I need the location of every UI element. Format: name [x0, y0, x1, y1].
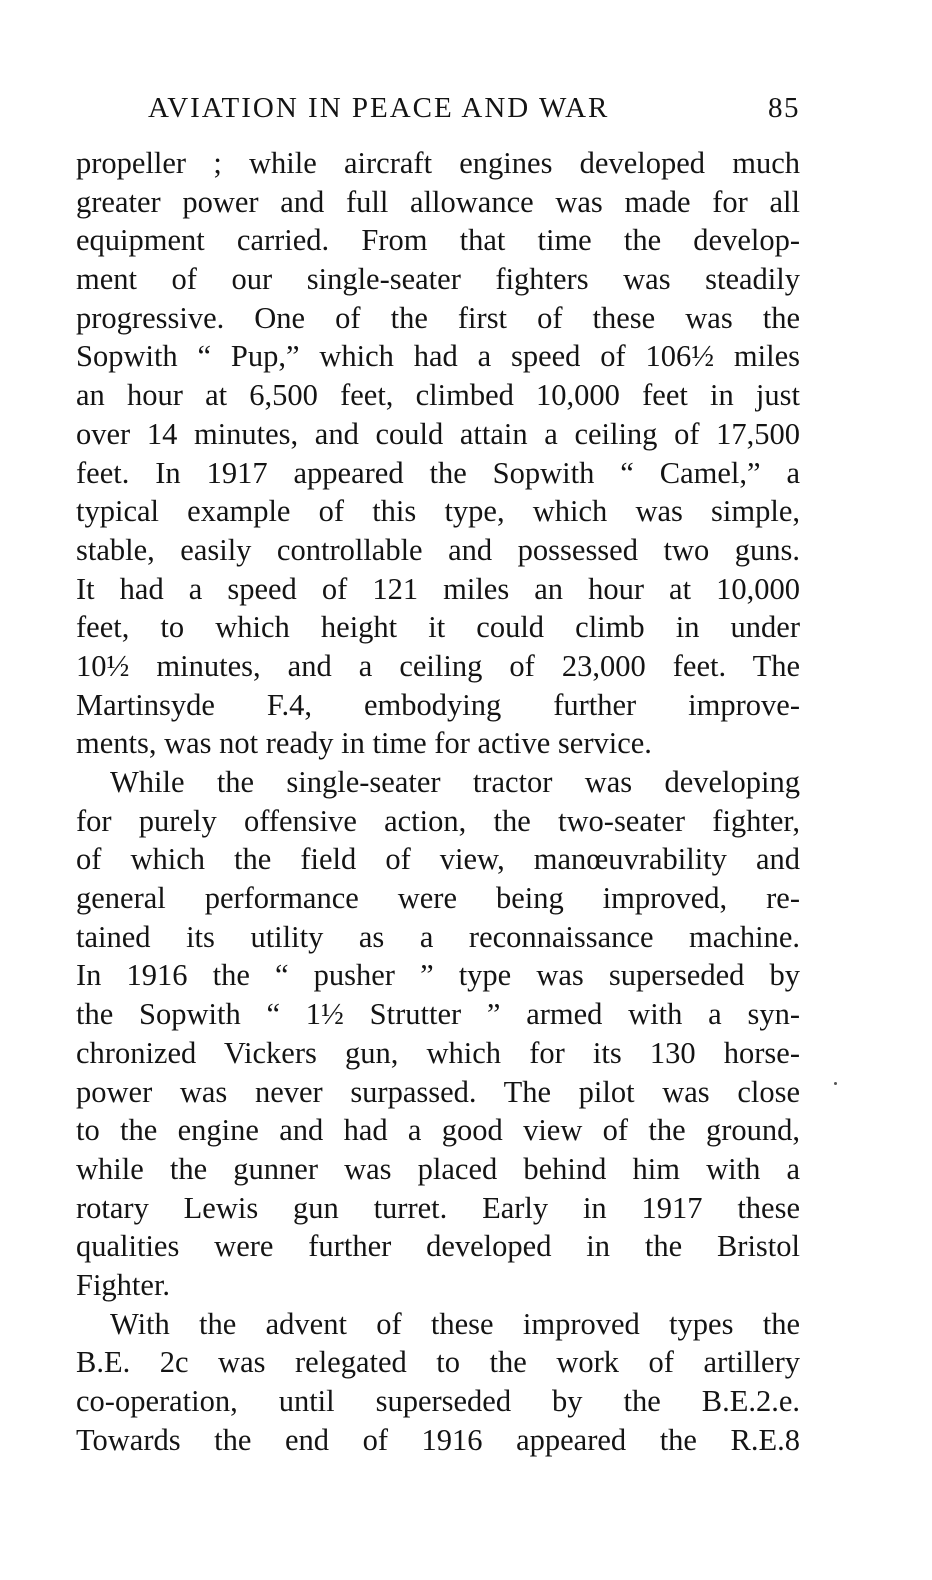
text-line: general performance were being improved, re-: [76, 881, 800, 916]
text-line: an hour at 6,500 feet, climbed 10,000 feet in just: [76, 378, 800, 413]
paragraph-1: [76, 144, 800, 763]
text-line: stable, easily controllable and possessed two guns.: [76, 532, 800, 567]
text-line: In 1916 the “ pusher ” type was superseded by: [76, 958, 800, 993]
text-line: greater power and full allowance was made for all: [76, 184, 800, 219]
text-line: Fighter.: [76, 1267, 171, 1302]
text-line: co-operation, until superseded by the B.E.2.e.: [76, 1384, 800, 1418]
text-line: typical example of this type, which was simple,: [76, 494, 800, 529]
text-line: Sopwith “ Pup,” which had a speed of 106½ miles: [76, 339, 800, 374]
running-head: [148, 88, 800, 128]
text-line: B.E. 2c was relegated to the work of artillery: [76, 1345, 800, 1380]
text-line: for purely offensive action, the two-seater fighter,: [76, 803, 800, 838]
text-line: over 14 minutes, and could attain a ceiling of 17,500: [76, 416, 800, 451]
text-line: While the single-seater tractor was developing: [110, 765, 800, 799]
text-line: progressive. One of the first of these was the: [76, 300, 800, 335]
text-line: of which the field of view, manœuvrability and: [76, 842, 800, 877]
text-line: tained its utility as a reconnaissance machine.: [76, 919, 800, 954]
running-head-title: AVIATION IN PEACE AND WAR: [148, 91, 610, 124]
text-line: qualities were further developed in the Bristol: [76, 1229, 800, 1264]
paragraph-3: [76, 1305, 800, 1460]
text-line: 10½ minutes, and a ceiling of 23,000 feet. The: [76, 648, 800, 683]
text-line: ment of our single-seater fighters was steadily: [76, 262, 800, 297]
text-line: equipment carried. From that time the develop-: [76, 223, 800, 258]
text-line: chronized Vickers gun, which for its 130 horse-: [76, 1035, 800, 1070]
page-number: 85: [768, 91, 800, 124]
text-line: feet, to which height it could climb in under: [76, 610, 800, 645]
text-line: ments, was not ready in time for active service.: [76, 726, 652, 761]
text-line: Towards the end of 1916 appeared the R.E.8: [76, 1422, 800, 1457]
text-line: to the engine and had a good view of the ground,: [76, 1113, 800, 1148]
text-line: With the advent of these improved types the: [110, 1306, 800, 1341]
text-line: rotary Lewis gun turret. Early in 1917 these: [76, 1190, 800, 1225]
text-line: Martinsyde F.4, embodying further improve-: [76, 687, 800, 722]
text-line: feet. In 1917 appeared the Sopwith “ Camel,” a: [76, 455, 800, 490]
paragraph-2: [76, 763, 800, 1305]
ink-speck: [834, 1082, 837, 1085]
text-line: power was never surpassed. The pilot was close: [76, 1074, 800, 1109]
text-line: while the gunner was placed behind him with a: [76, 1151, 800, 1186]
text-line: propeller ; while aircraft engines developed much: [76, 146, 800, 180]
text-line: It had a speed of 121 miles an hour at 10,000: [76, 571, 800, 606]
text-line: the Sopwith “ 1½ Strutter ” armed with a syn-: [76, 997, 800, 1032]
body-text: [76, 144, 800, 1459]
